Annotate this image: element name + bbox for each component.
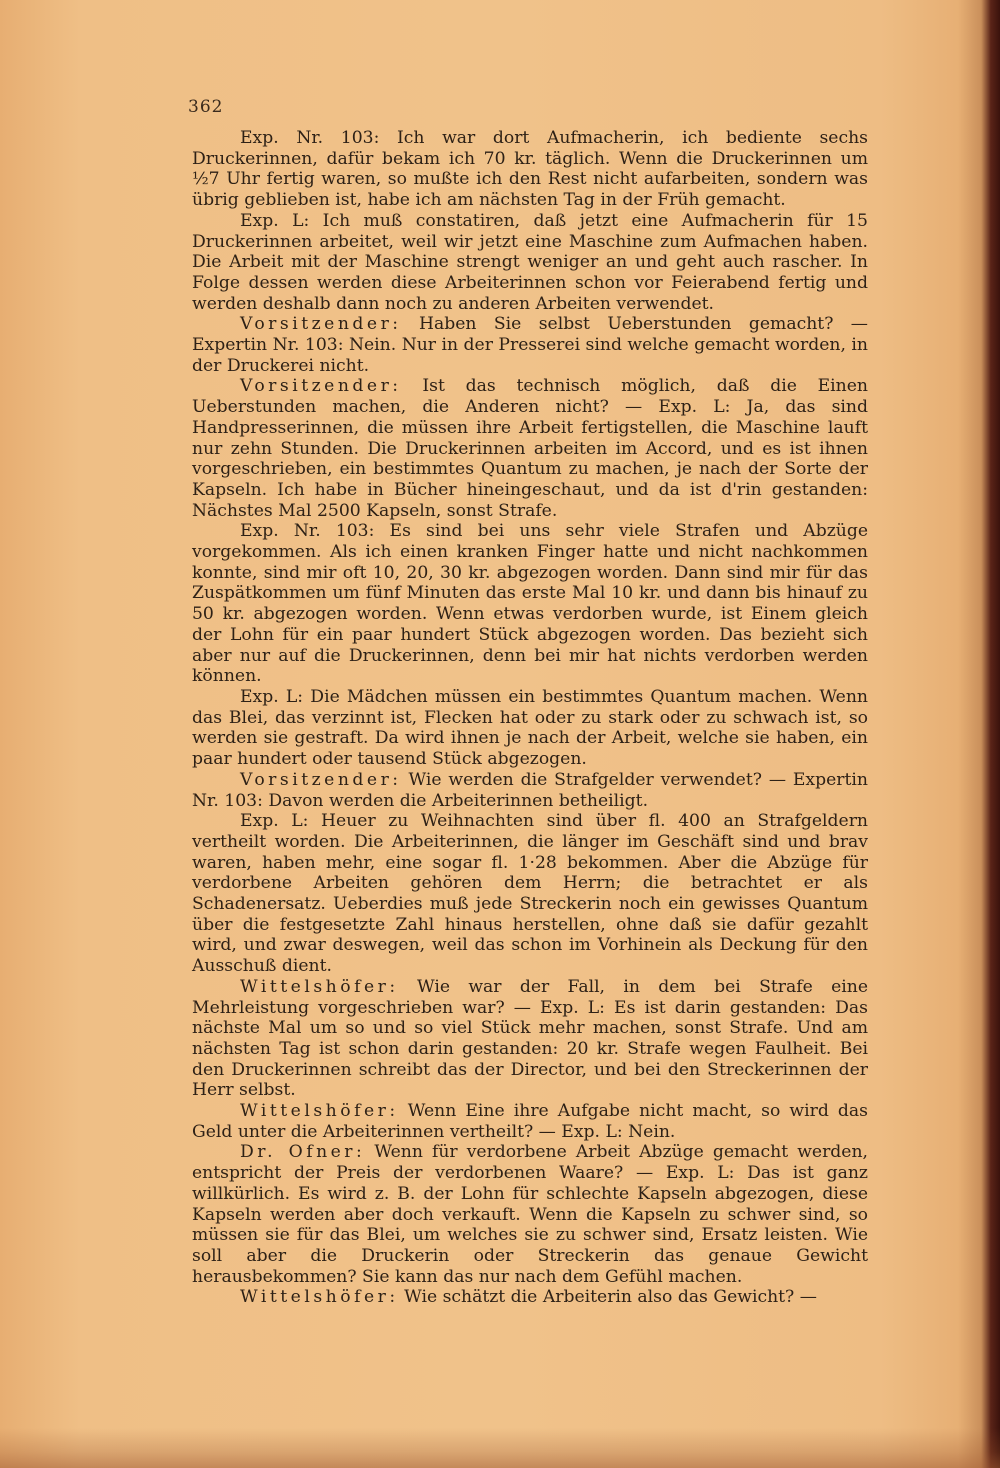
speaker-label: Wittelshöfer: (240, 1287, 399, 1308)
paragraph-3 (192, 314, 868, 376)
paragraph-10 (192, 1101, 868, 1142)
paragraph-text: Exp. Nr. 103: Es sind bei uns sehr viele Strafen und Abzüge vorgekommen. Als ich einen kranken Finger hatte und nicht nachkommen konnte, sind mir oft 10, 20, 30 kr. abgezogen worden. Dann sind mir für das Zuspätkommen um fünf Minuten das erste Mal 10 kr. und dann bis hinauf zu 50 kr. abgezogen worden. Wenn etwas verdorben wurde, ist Einem gleich der Lohn für ein paar hundert Stück abgezogen worden. Das bezieht sich aber nur auf die Druckerinnen, denn bei mir hat nichts verdorben werden können. (192, 521, 868, 687)
speaker-label: Wittelshöfer: (240, 976, 399, 997)
paragraph-text: Exp. L: Die Mädchen müssen ein bestimmtes Quantum machen. Wenn das Blei, das verzinnt ist, Flecken hat oder zu stark oder zu schwach ist, so werden sie gestraft. Da wird ihnen je nach der Arbeit, welche sie haben, ein paar hundert oder tausend Stück abgezogen. (192, 686, 868, 770)
paragraph-text: Ist das technisch möglich, daß die Einen Ueberstunden machen, die Anderen nicht? — Exp. L: Ja, das sind Handpresserinnen, die müssen ihre Arbeit fertigstellen, die Maschine lauft nur zehn Stunden. Die Druckerinnen arbeiten im Accord, und es ist ihnen vorgeschrieben, ein bestimmtes Quantum zu machen, je nach der Sorte der Kapseln. Ich habe in Bücher hineingeschaut, und da ist d'rin gestanden: Nächstes Mal 2500 Kapseln, sonst Strafe. (192, 376, 868, 521)
speaker-label: Dr. Ofner: (240, 1142, 366, 1163)
speaker-label: Vorsitzender: (240, 376, 402, 397)
speaker-label: Vorsitzender: (240, 769, 402, 790)
speaker-label: Vorsitzender: (240, 314, 402, 335)
paragraph-text: Wie werden die Strafgelder verwendet? — Expertin Nr. 103: Davon werden die Arbeiterinnen betheiligt. (192, 769, 868, 811)
paragraph-text: Wie schätzt die Arbeiterin also das Gewicht? — (398, 1287, 817, 1308)
paragraph-8 (192, 811, 868, 977)
paragraph-text: Wie war der Fall, in dem bei Strafe eine Mehrleistung vorgeschrieben war? — Exp. L: Es ist darin gestanden: Das nächste Mal um so und so viel Stück mehr machen, sonst Strafe. Und am nächsten Tag ist schon darin gestanden: 20 kr. Strafe wegen Faulheit. Bei den Druckerinnen schreibt das der Director, und bei den Streckerinnen der Herr selbst. (192, 976, 868, 1101)
book-spine-shadow (958, 0, 1000, 1468)
paragraph-text: Exp. L: Ich muß constatiren, daß jetzt eine Aufmacherin für 15 Druckerinnen arbeitet, weil wir jetzt eine Maschine zum Aufmachen haben. Die Arbeit mit der Maschine strengt weniger an und geht auch rascher. In Folge dessen werden diese Arbeiterinnen schon vor Feierabend fertig und werden deshalb dann noch zu anderen Arbeiten verwendet. (192, 210, 868, 314)
paragraph-text: Exp. Nr. 103: Ich war dort Aufmacherin, ich bediente sechs Druckerinnen, dafür bekam ich 70 kr. täglich. Wenn die Druckerinnen um ½7 Uhr fertig waren, so mußte ich den Rest nicht aufarbeiten, sondern was übrig geblieben ist, habe ich am nächsten Tag in der Früh gemacht. (192, 128, 868, 211)
paragraph-5 (192, 521, 868, 687)
paragraph-text: Exp. L: Heuer zu Weihnachten sind über fl. 400 an Strafgeldern vertheilt worden. Die Arbeiterinnen, die länger im Geschäft sind und brav waren, haben mehr, eine sogar fl. 1·28 bekommen. Aber die Abzüge für verdorbene Arbeiten gehören dem Herrn; die betrachtet er als Schadenersatz. Ueberdies muß jede Streckerin noch ein gewisses Quantum über die festgesetzte Zahl hinaus herstellen, ohne daß sie dafür gezahlt wird, und zwar deswegen, weil das schon im Vorhinein als Deckung für den Ausschuß dient. (192, 811, 868, 977)
paragraph-2 (192, 211, 868, 315)
paragraph-9 (192, 977, 868, 1101)
paragraph-11 (192, 1142, 868, 1287)
paragraph-text: Wenn für verdorbene Arbeit Abzüge gemacht werden, entspricht der Preis der verdorbenen Waare? — Exp. L: Das ist ganz willkürlich. Es wird z. B. der Lohn für schlechte Kapseln abgezogen, diese Kapseln werden aber doch verkauft. Wenn die Kapseln zu schwer sind, so müssen sie für das Blei, um welches sie zu schwer sind, Ersatz leisten. Wie soll aber die Druckerin oder Streckerin das genaue Gewicht herausbekommen? Sie kann das nur nach dem Gefühl machen. (192, 1142, 869, 1287)
paragraph-text: Wenn Eine ihre Aufgabe nicht macht, so wird das Geld unter die Arbeiterinnen vertheilt? — Exp. L: Nein. (192, 1101, 868, 1142)
page-number: 362 (188, 97, 224, 117)
paragraph-12 (192, 1287, 868, 1308)
speaker-label: Wittelshöfer: (240, 1101, 399, 1122)
paragraph-text: Haben Sie selbst Ueberstunden gemacht? — Expertin Nr. 103: Nein. Nur in der Presserei sind welche gemacht worden, in der Druckerei nicht. (192, 314, 868, 376)
body-text (192, 128, 868, 1308)
paragraph-7 (192, 770, 868, 811)
page-bottom-edge (0, 1428, 1000, 1468)
paragraph-1 (192, 128, 868, 211)
paragraph-6 (192, 687, 868, 770)
paragraph-4 (192, 376, 868, 521)
